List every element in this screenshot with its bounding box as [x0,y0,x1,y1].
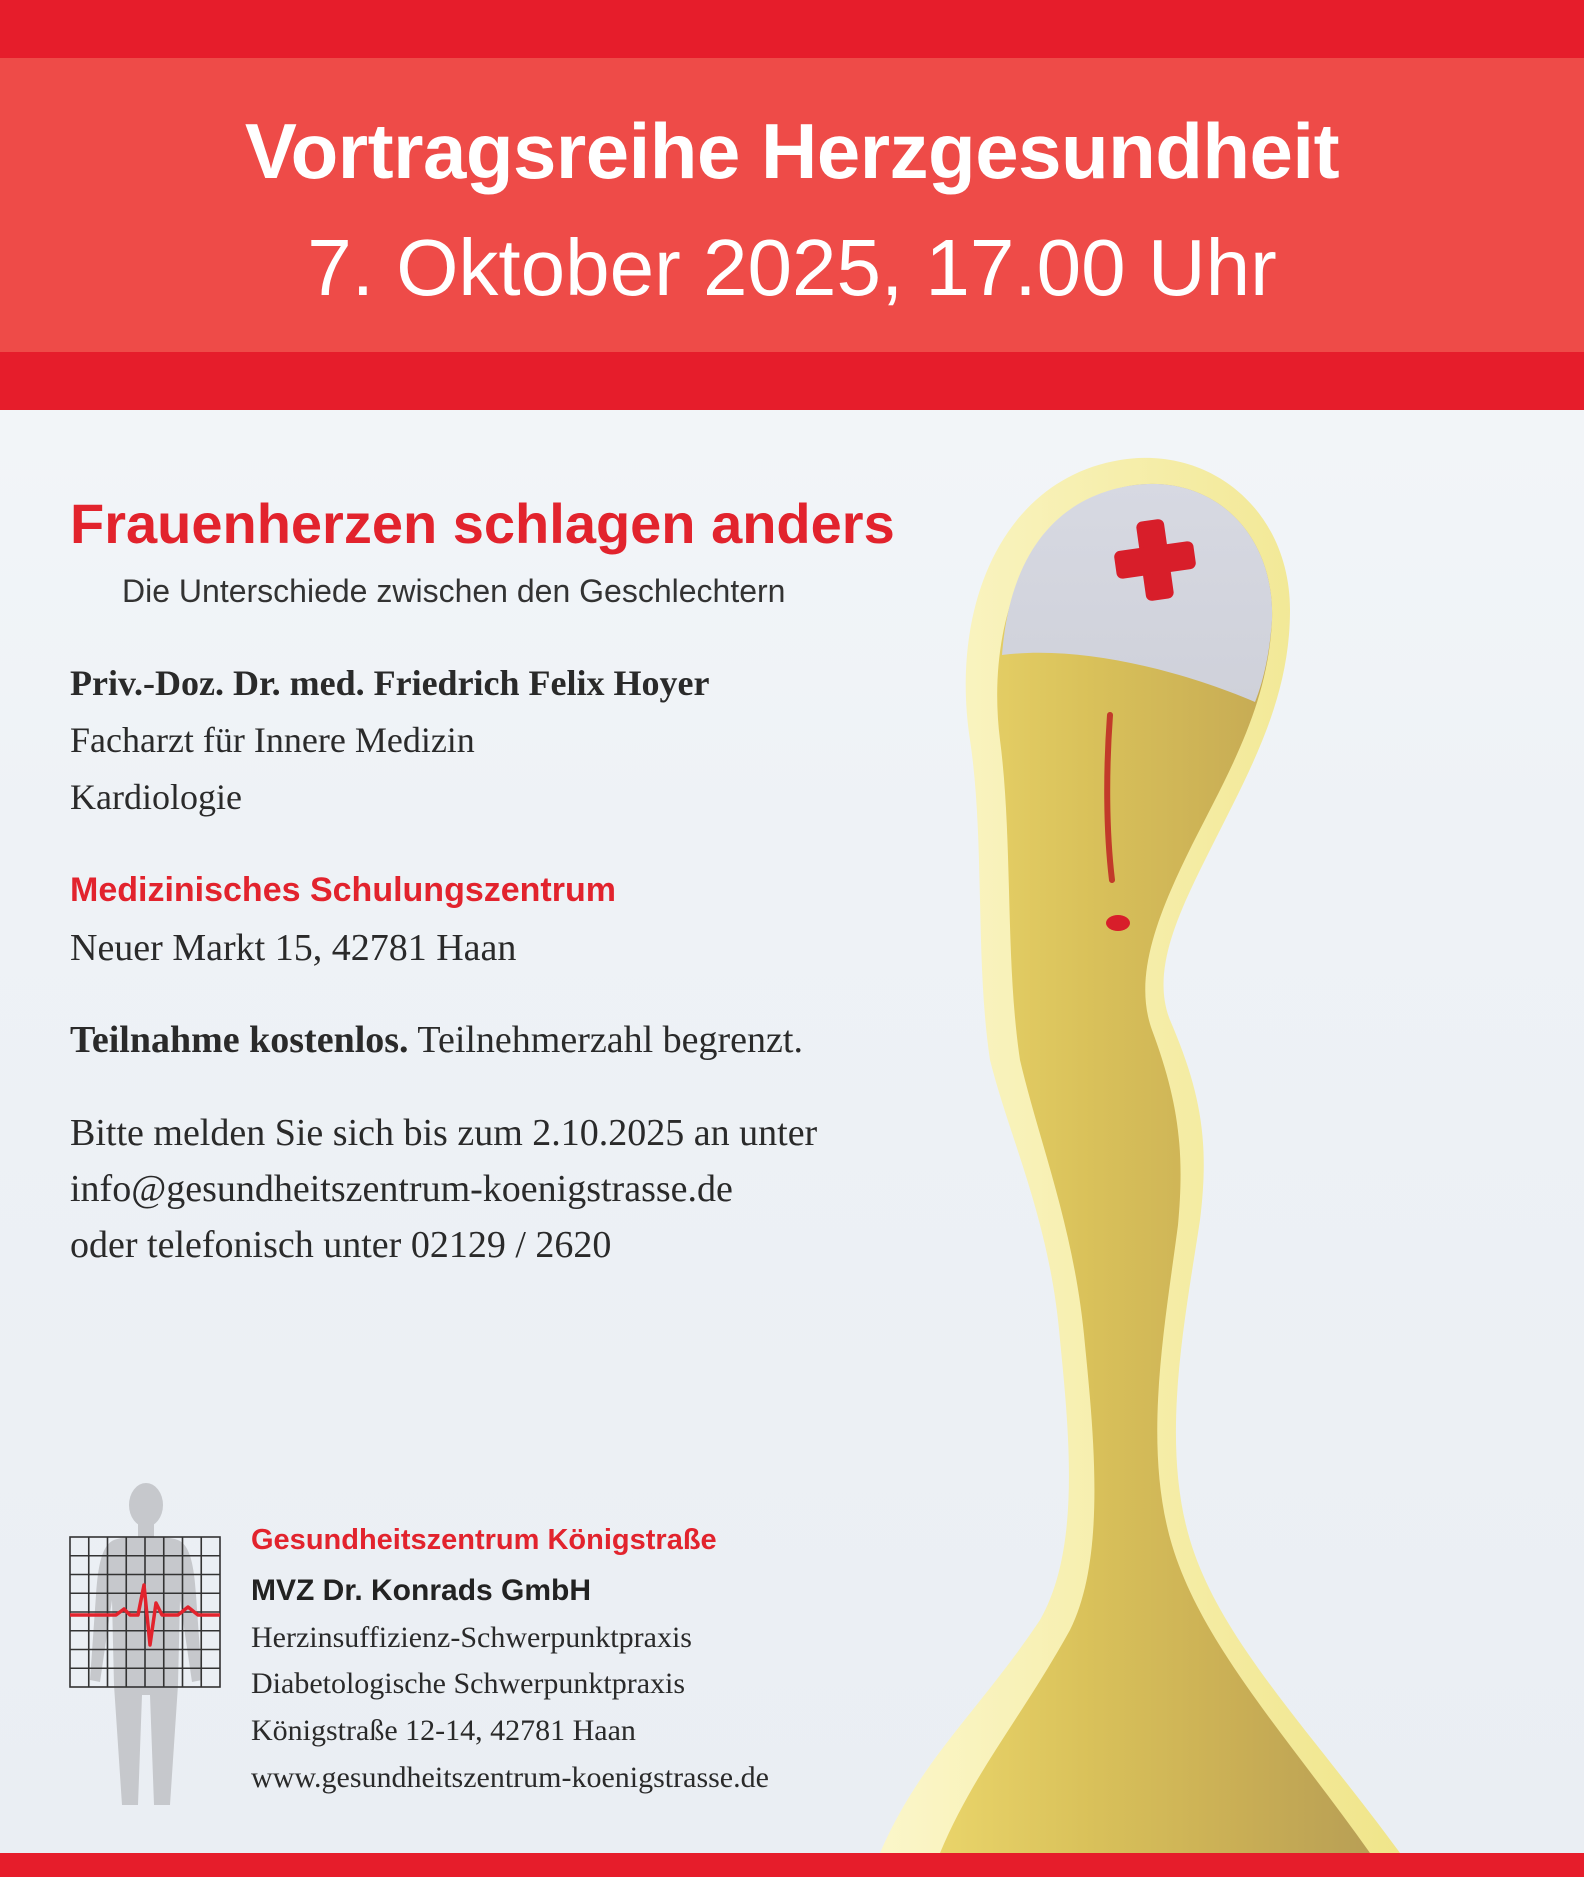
participation-note [70,1018,803,1062]
body-ecg-grid-icon [66,1475,226,1815]
speaker-role: Facharzt für Innere Medizin [70,720,475,760]
top-red-band [0,0,1584,58]
header-lower-band [0,352,1584,410]
figure-face [940,484,1370,1853]
venue-address: Neuer Markt 15, 42781 Haan [70,927,517,969]
exclamation-dot [1106,915,1130,931]
spoon-figure-illustration [880,440,1584,1853]
footer-company: MVZ Dr. Konrads GmbH [251,1574,592,1607]
talk-subtitle: Die Unterschiede zwischen den Geschlechtern [122,573,786,609]
footer-address: Königstraße 12-14, 42781 Haan [251,1714,636,1747]
registration-email[interactable]: info@gesundheitszentrum-koenigstrasse.de [70,1168,733,1210]
registration-intro: Bitte melden Sie sich bis zum 2.10.2025 an unter [70,1112,818,1154]
series-title: Vortragsreihe Herzgesundheit [244,107,1340,195]
bottom-red-band [0,1853,1584,1877]
speaker-specialty: Kardiologie [70,777,242,817]
speaker-name: Priv.-Doz. Dr. med. Friedrich Felix Hoyer [70,663,710,703]
footer-org: Gesundheitszentrum Königstraße [251,1524,717,1556]
participation-limit: Teilnehmerzahl begrenzt. [417,1019,803,1061]
talk-title: Frauenherzen schlagen anders [70,492,895,555]
footer-line2: Diabetologische Schwerpunktpraxis [251,1667,686,1700]
participation-free: Teilnahme kostenlos. [70,1019,409,1061]
venue-name: Medizinisches Schulungszentrum [70,871,616,909]
footer-website[interactable]: www.gesundheitszentrum-koenigstrasse.de [251,1761,769,1794]
footer-line1: Herzinsuffizienz-Schwerpunktpraxis [251,1621,692,1654]
event-date: 7. Oktober 2025, 17.00 Uhr [307,223,1277,312]
registration-phone: oder telefonisch unter 02129 / 2620 [70,1224,612,1266]
